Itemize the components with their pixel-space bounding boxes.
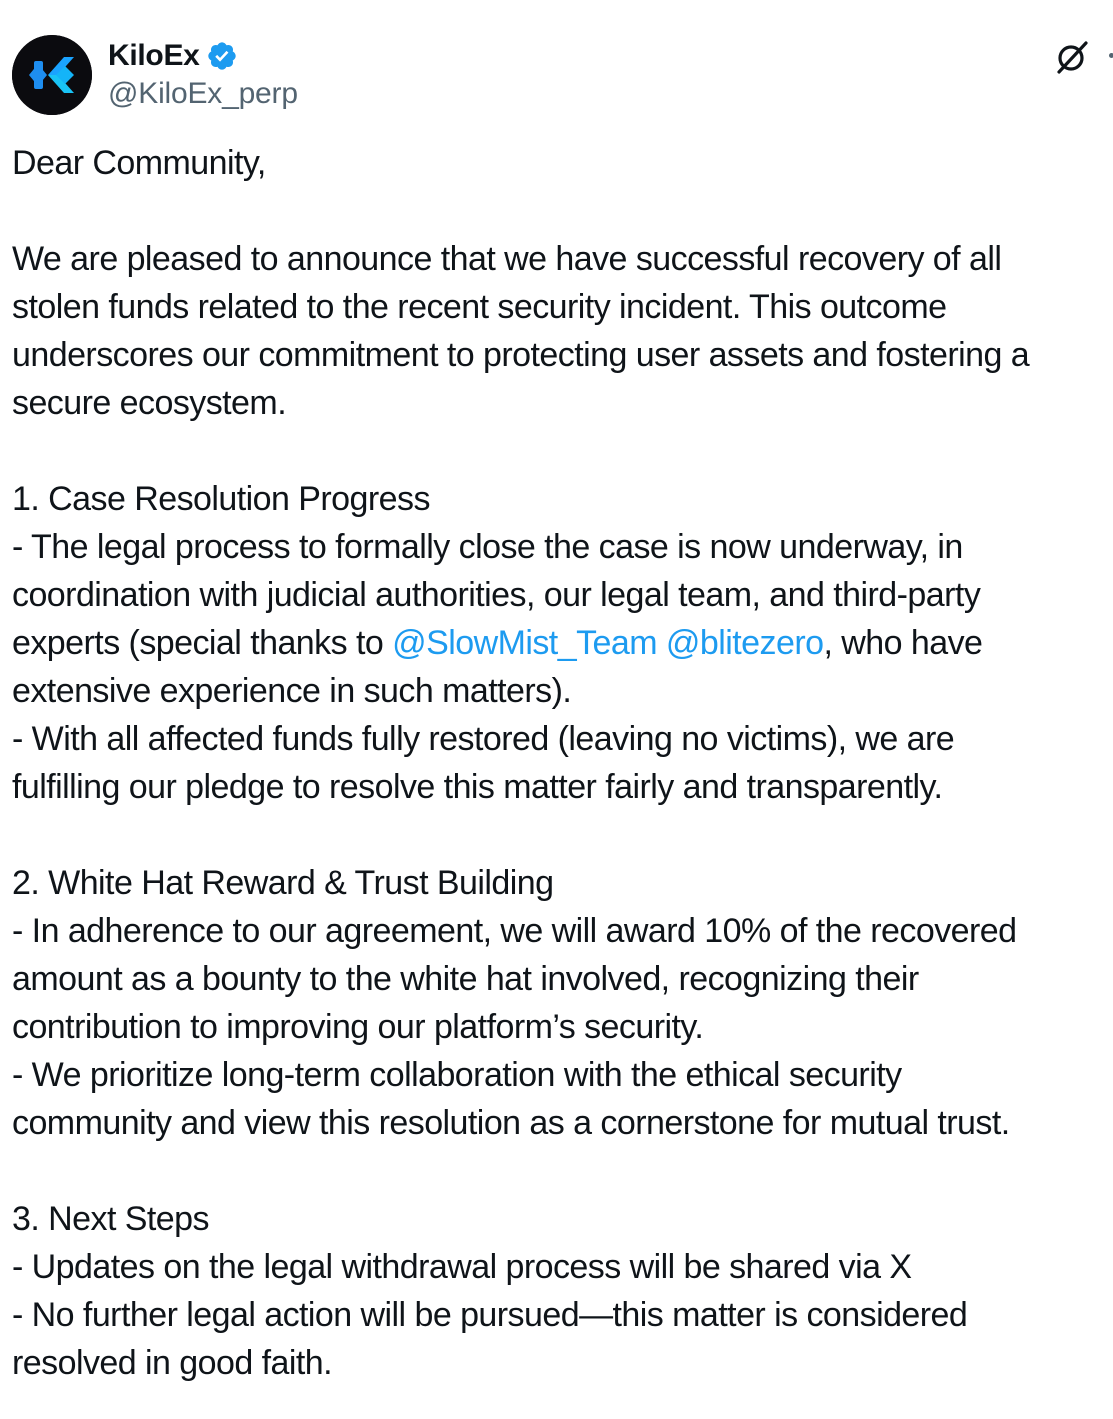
section3-heading: 3. Next Steps [12, 1200, 209, 1238]
mention-blitezero[interactable]: @blitezero [665, 624, 824, 662]
section2-line: - We prioritize long-term collaboration with the ethical security [12, 1056, 902, 1094]
section2-line: community and view this resolution as a cornerstone for mutual trust. [12, 1104, 1010, 1142]
avatar[interactable] [12, 35, 92, 115]
section1-line: fulfilling our pledge to resolve this matter fairly and transparently. [12, 768, 943, 806]
section2-line: - In adherence to our agreement, we will award 10% of the recovered [12, 912, 1017, 950]
tweet-greeting: Dear Community, [12, 144, 266, 182]
section3-line: - Updates on the legal withdrawal process will be shared via X [12, 1248, 912, 1286]
intro-line: underscores our commitment to protecting user assets and fostering a [12, 336, 1030, 374]
blank-line [12, 811, 1112, 859]
blank-line [12, 427, 1112, 475]
section1-heading: 1. Case Resolution Progress [12, 480, 430, 518]
section1-line: - With all affected funds fully restored (leaving no victims), we are [12, 720, 955, 758]
section1-text [657, 624, 666, 662]
intro-line: stolen funds related to the recent security incident. This outcome [12, 288, 947, 326]
section1-line: coordination with judicial authorities, our legal team, and third-party [12, 576, 981, 614]
section2-line: amount as a bounty to the white hat involved, recognizing their [12, 960, 919, 998]
author-names [108, 36, 298, 111]
grok-slash-icon[interactable] [1053, 38, 1091, 76]
section3-line: resolved in good faith. [12, 1344, 333, 1382]
display-name[interactable]: KiloEx [108, 39, 200, 72]
section2-line: contribution to improving our platform’s security. [12, 1008, 704, 1046]
section1-text: , who have [823, 624, 983, 662]
intro-line: secure ecosystem. [12, 384, 287, 422]
section2-heading: 2. White Hat Reward & Trust Building [12, 864, 554, 902]
blank-line [12, 1147, 1112, 1195]
tweet-header [0, 0, 1113, 130]
section1-text: experts (special thanks to [12, 624, 393, 662]
display-name-row[interactable] [108, 36, 298, 76]
intro-line: We are pleased to announce that we have successful recovery of all [12, 240, 1002, 278]
verified-badge-icon[interactable] [206, 40, 238, 72]
blank-line [12, 187, 1112, 235]
more-dots-icon[interactable] [1109, 53, 1113, 58]
kiloex-logo-icon [12, 35, 92, 115]
section3-line: - No further legal action will be pursued—this matter is considered [12, 1296, 968, 1334]
tweet-text [12, 139, 1112, 1387]
section1-line: extensive experience in such matters). [12, 672, 572, 710]
mention-slowmist-team[interactable]: @SlowMist_Team [392, 624, 658, 662]
section1-line: - The legal process to formally close the case is now underway, in [12, 528, 963, 566]
author-handle[interactable]: @KiloEx_perp [108, 77, 298, 110]
section1-line-mentions [12, 619, 1112, 667]
